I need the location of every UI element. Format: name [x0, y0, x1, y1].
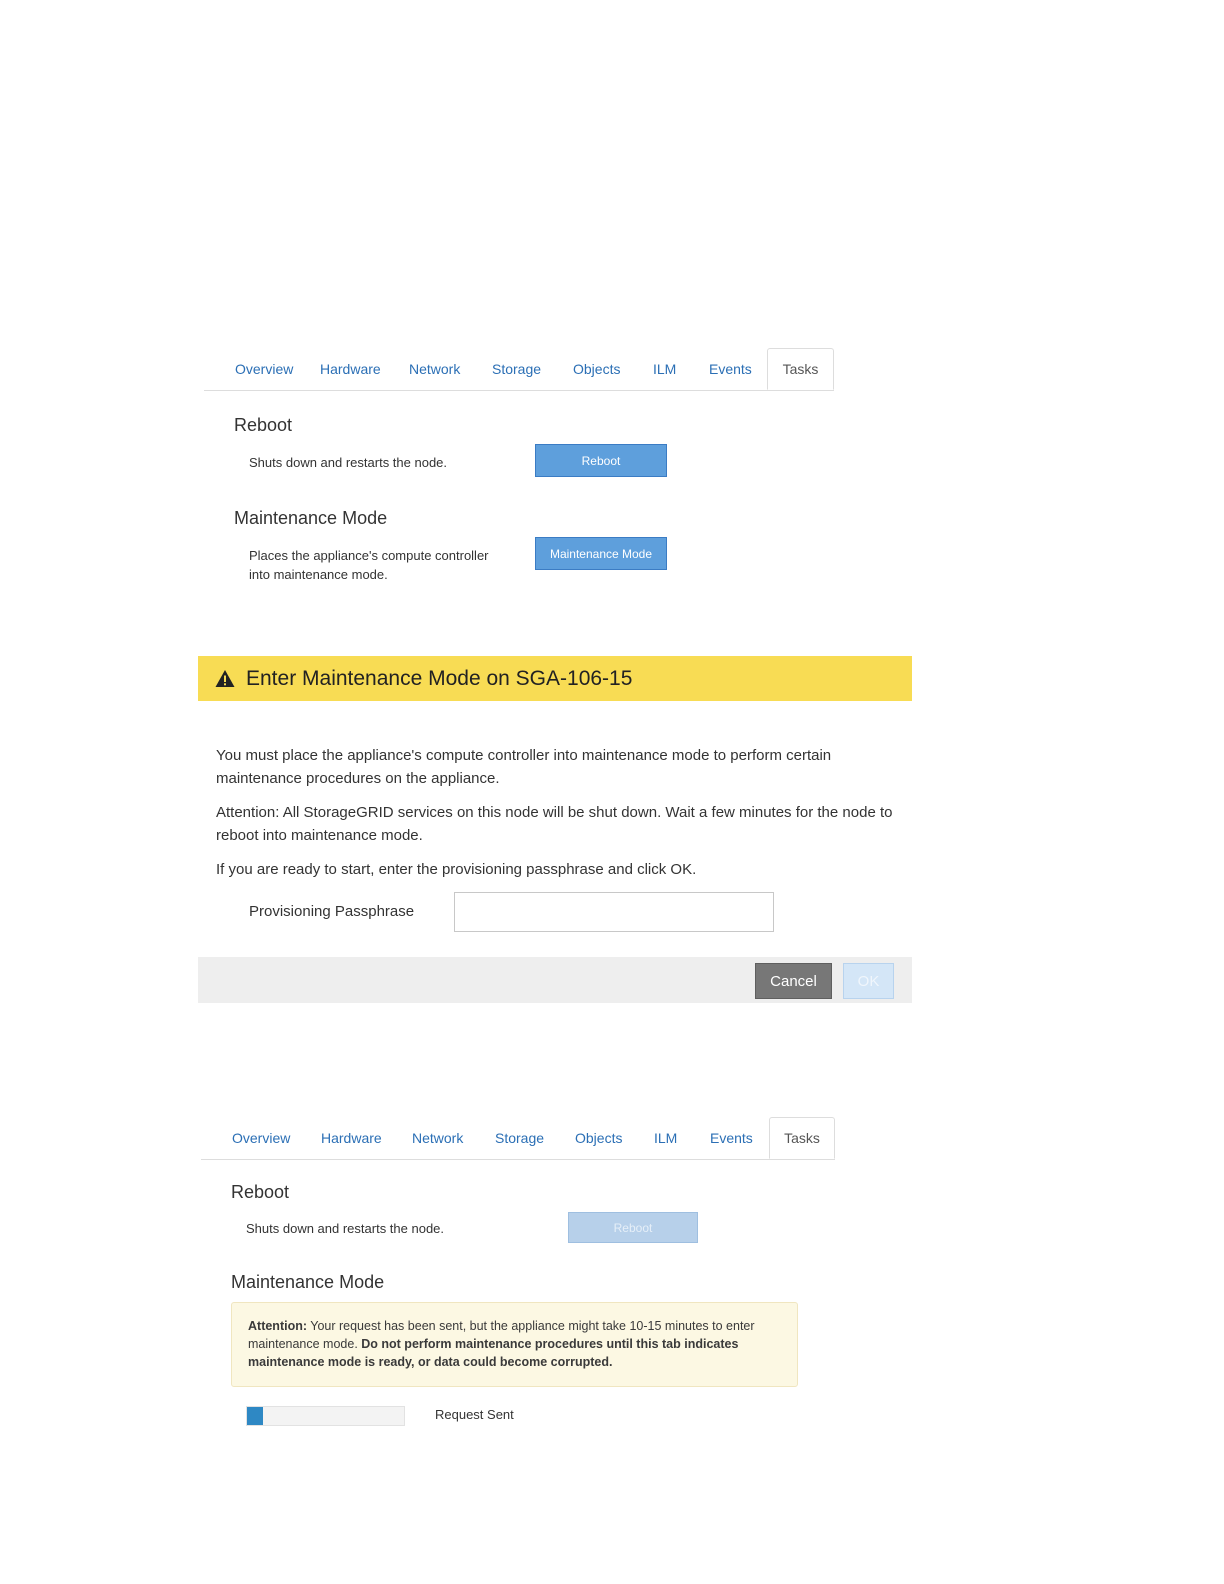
maintenance-mode-description: Places the appliance's compute controller into maintenance mode.	[249, 548, 489, 582]
tab-network[interactable]: Network	[412, 1130, 464, 1146]
cancel-button[interactable]: Cancel	[755, 963, 832, 999]
alert-label: Attention:	[248, 1319, 308, 1333]
reboot-description: Shuts down and restarts the node.	[246, 1221, 445, 1236]
progress-label: Request Sent	[435, 1407, 514, 1422]
tab-network[interactable]: Network	[409, 361, 461, 377]
ok-button[interactable]: OK	[843, 963, 894, 999]
reboot-description: Shuts down and restarts the node.	[249, 455, 448, 470]
maintenance-mode-title: Maintenance Mode	[231, 1272, 385, 1292]
maintenance-alert	[231, 1302, 798, 1387]
alert-warning-text: Do not perform maintenance procedures until this tab indicates maintenance mode is ready, or data could become corrupted.	[248, 1337, 739, 1369]
tab-hardware[interactable]: Hardware	[321, 1130, 382, 1146]
reboot-button[interactable]: Reboot	[535, 444, 667, 477]
tab-hardware[interactable]: Hardware	[320, 361, 381, 377]
tab-tasks[interactable]: Tasks	[769, 1117, 835, 1159]
dialog-paragraph-instruction: If you are ready to start, enter the provisioning passphrase and click OK.	[216, 861, 697, 878]
tab-events[interactable]: Events	[709, 361, 752, 377]
tab-overview[interactable]: Overview	[235, 361, 294, 377]
tab-ilm[interactable]: ILM	[654, 1130, 678, 1146]
tab-tasks[interactable]: Tasks	[767, 348, 834, 390]
dialog-title: Enter Maintenance Mode on SGA-106-15	[246, 667, 633, 690]
progress-fill	[247, 1407, 263, 1425]
dialog-paragraph-intro: You must place the appliance's compute controller into maintenance mode to perform certain maintenance procedures on the appliance.	[216, 747, 832, 787]
dialog-header	[198, 656, 912, 701]
reboot-title: Reboot	[234, 415, 293, 435]
progress-bar	[246, 1406, 405, 1426]
tab-objects[interactable]: Objects	[573, 361, 621, 377]
reboot-button[interactable]: Reboot	[568, 1212, 698, 1243]
reboot-title: Reboot	[231, 1182, 290, 1202]
warning-icon	[215, 669, 235, 688]
maintenance-mode-button[interactable]: Maintenance Mode	[535, 537, 667, 570]
tab-objects[interactable]: Objects	[575, 1130, 623, 1146]
tab-ilm[interactable]: ILM	[653, 361, 677, 377]
passphrase-label: Provisioning Passphrase	[249, 903, 415, 920]
dialog-paragraph-attention: Attention: All StorageGRID services on this node will be shut down. Wait a few minutes for the node to reboot into maintenance mode.	[216, 804, 893, 844]
tab-bar-top	[204, 348, 834, 391]
passphrase-input[interactable]	[454, 892, 774, 932]
tab-storage[interactable]: Storage	[495, 1130, 545, 1146]
tab-overview[interactable]: Overview	[232, 1130, 291, 1146]
tab-events[interactable]: Events	[710, 1130, 753, 1146]
tab-storage[interactable]: Storage	[492, 361, 542, 377]
maintenance-mode-title: Maintenance Mode	[234, 508, 388, 528]
tab-bar-bottom	[201, 1117, 835, 1160]
alert-text: Your request has been sent, but the appliance might take 10-15 minutes to enter maintenance mode.	[248, 1319, 755, 1351]
